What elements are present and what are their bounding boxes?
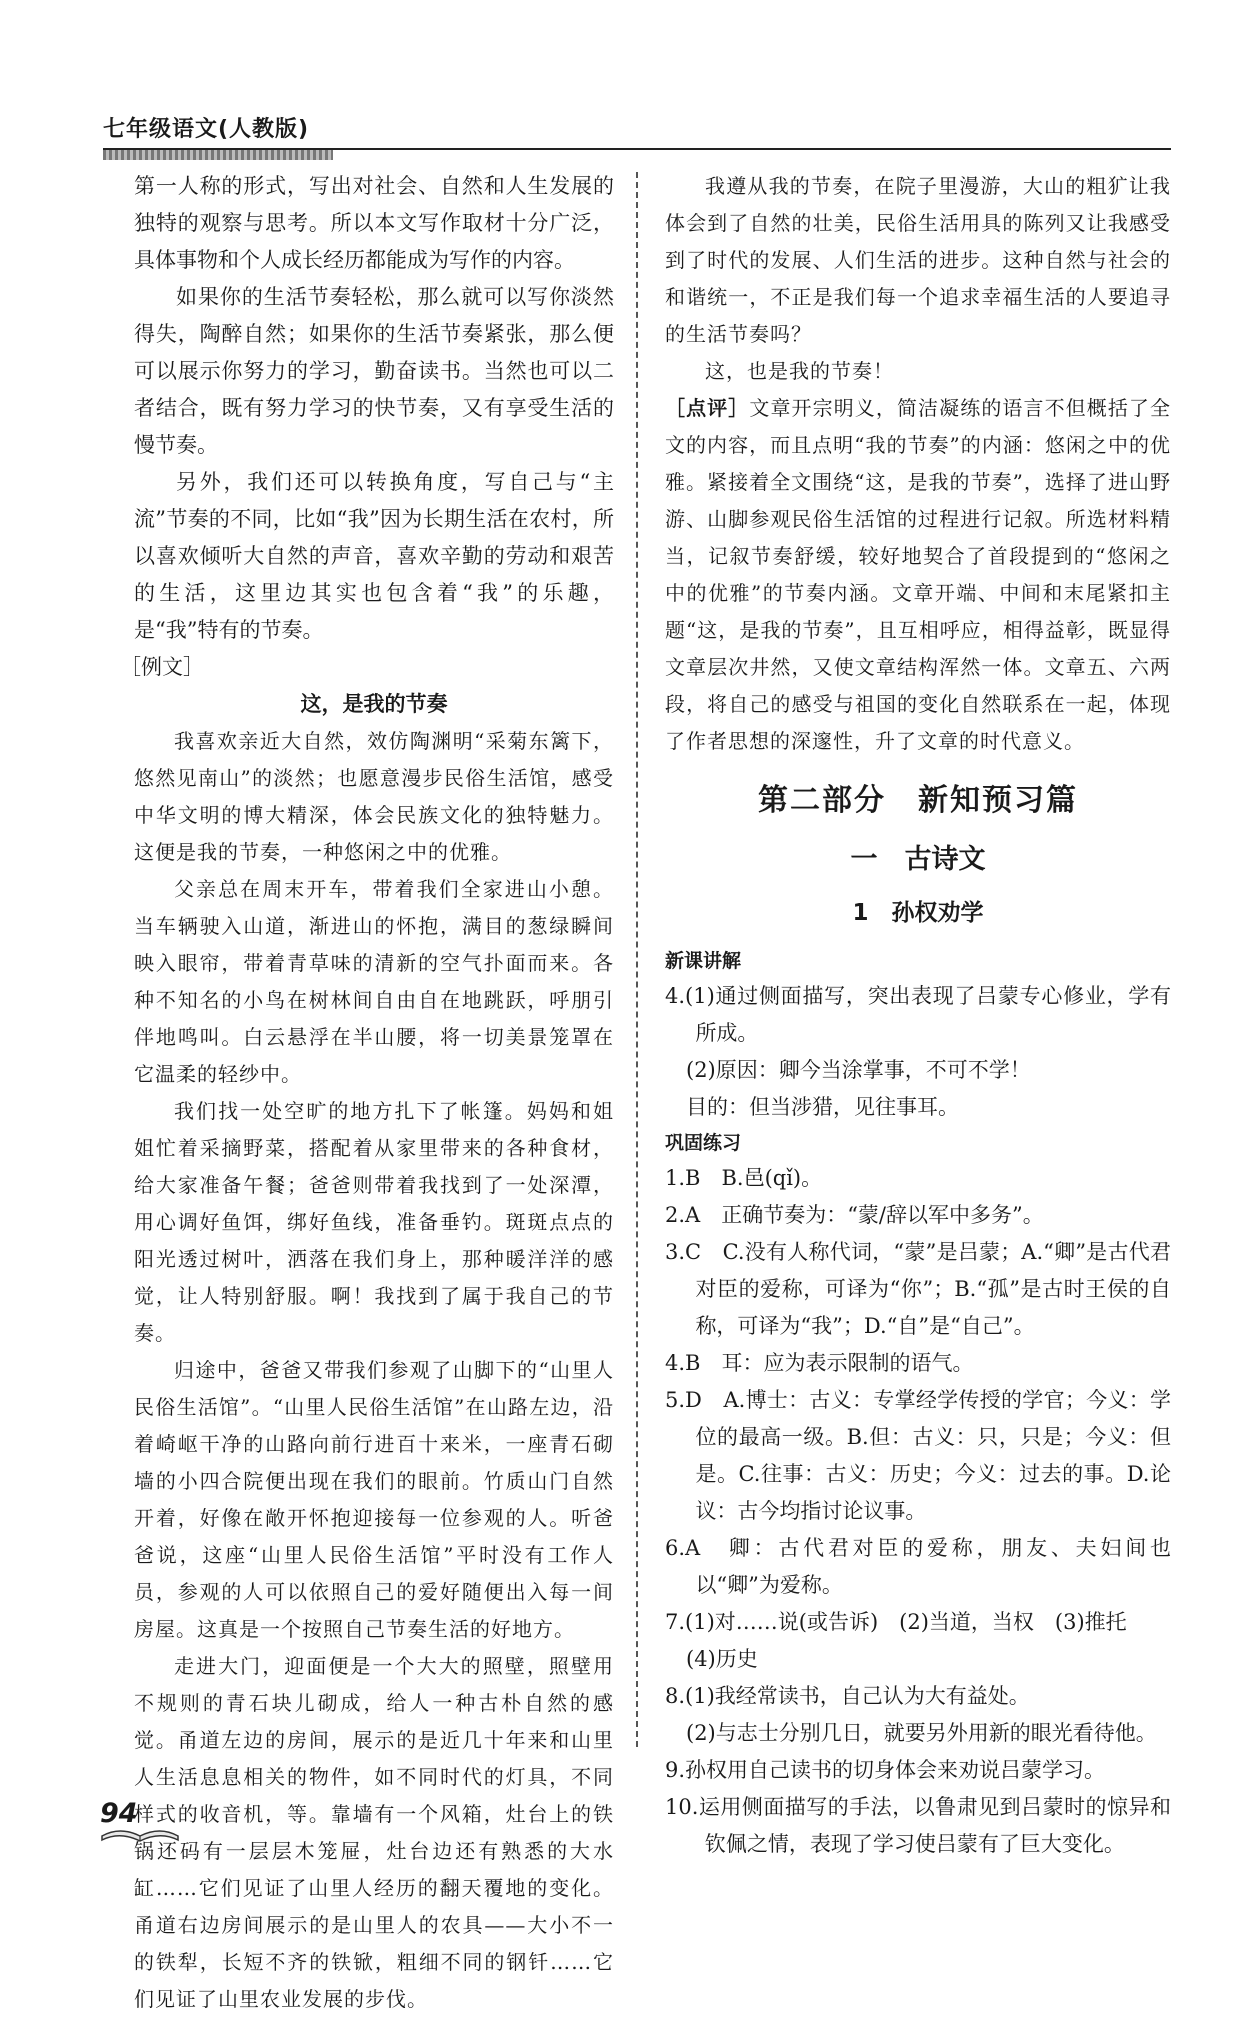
comment-block — [665, 390, 1171, 760]
answer-item: 8.(1)我经常读书，自己认为大有益处。 — [665, 1684, 1030, 1708]
intro-paragraph: 第一人称的形式，写出对社会、自然和人生发展的独特的观察与思考。所以本文写作取材十分广泛，具体事物和个人成长经历都能成为写作的内容。 — [134, 174, 614, 272]
answer-item: 4.B 耳：应为表示限制的语气。 — [665, 1351, 974, 1375]
open-book-icon — [100, 1822, 180, 1844]
answer-item: 5.D A.博士：古义：专掌经学传授的学官；今义：学位的最高一级。B.但：古义：只，只是；今义：但是。C.往事：古义：历史；今义：过去的事。D.论议：古今均指讨论议事。 — [665, 1388, 1171, 1523]
section-heading-new-lesson: 新课讲解 — [665, 950, 742, 972]
answer-item: 9.孙权用自己读书的切身体会来劝说吕蒙学习。 — [665, 1758, 1106, 1782]
answer-item: 目的：但当涉猎，见往事耳。 — [686, 1095, 959, 1119]
example-paragraph: 父亲总在周末开车，带着我们全家进山小憩。当车辆驶入山道，渐进山的怀抱，满目的葱绿瞬间映入眼帘，带着青草味的清新的空气扑面而来。各种不知名的小鸟在树林间自由自在地跳跃，呼朋引伴地鸣叫。白云悬浮在半山腰，将一切美景笼罩在它温柔的轻纱中。 — [134, 877, 614, 1086]
header-decorative-bar — [103, 150, 333, 160]
example-paragraph: 归途中，爸爸又带我们参观了山脚下的“山里人民俗生活馆”。“山里人民俗生活馆”在山路左边，沿着崎岖干净的山路向前行进百十来米，一座青石砌墙的小四合院便出现在我们的眼前。竹质山门自然开着，好像在敞开怀抱迎接每一位参观的人。听爸爸说，这座“山里人民俗生活馆”平时没有工作人员，参观的人可以依照自己的爱好随便出入每一间房屋。这真是一个按照自己节奏生活的好地方。 — [134, 1358, 614, 1641]
example-paragraph: 我喜欢亲近大自然，效仿陶渊明“采菊东篱下，悠然见南山”的淡然；也愿意漫步民俗生活馆，感受中华文明的博大精深，体会民族文化的独特魅力。这便是我的节奏，一种悠闲之中的优雅。 — [134, 729, 614, 864]
comment-label: ［点评］ — [665, 396, 750, 420]
intro-paragraph: 如果你的生活节奏轻松，那么就可以写你淡然得失，陶醉自然；如果你的生活节奏紧张，那么便可以展示你努力的学习，勤奋读书。当然也可以二者结合，既有努力学习的快节奏，又有享受生活的慢节奏。 — [134, 285, 614, 457]
column-divider — [636, 172, 638, 1747]
unit-title: 一 古诗文 — [850, 844, 986, 875]
lesson-title: 1 孙权劝学 — [852, 900, 984, 926]
answer-item: (2)原因：卿今当涂掌事，不可不学！ — [686, 1058, 1031, 1082]
comment-text: 文章开宗明义，简洁凝练的语言不但概括了全文的内容，而且点明“我的节奏”的内涵：悠闲之中的优雅。紧接着全文围绕“这，是我的节奏”，选择了进山野游、山脚参观民俗生活馆的过程进行记叙。所选材料精当，记叙节奏舒缓，较好地契合了首段提到的“悠闲之中的优雅”的节奏内涵。文章开端、中间和末尾紧扣主题“这，是我的节奏”，且互相呼应，相得益彰，既显得文章层次井然，又使文章结构浑然一体。文章五、六两段，将自己的感受与祖国的变化自然联系在一起，体现了作者思想的深邃性，升了文章的时代意义。 — [665, 396, 1172, 753]
answer-item: 10.运用侧面描写的手法，以鲁肃见到吕蒙时的惊异和钦佩之情，表现了学习使吕蒙有了巨大变化。 — [665, 1795, 1171, 1856]
intro-paragraph: 另外，我们还可以转换角度，写自己与“主流”节奏的不同，比如“我”因为长期生活在农村，所以喜欢倾听大自然的声音，喜欢辛勤的劳动和艰苦的生活，这里边其实也包含着“我”的乐趣，是“我”特有的节奏。 — [134, 470, 614, 642]
section-heading-practice: 巩固练习 — [665, 1132, 742, 1154]
part-title: 第二部分 新知预习篇 — [758, 783, 1078, 818]
answer-item: 3.C C.没有人称代词，“蒙”是吕蒙；A.“卿”是古代君对臣的爱称，可译为“你”；B.“孤”是古时王侯的自称，可译为“我”；D.“自”是“自己”。 — [665, 1240, 1171, 1338]
answer-item: 1.B B.邑(qǐ)。 — [665, 1166, 823, 1190]
answer-item: 6.A 卿：古代君对臣的爱称，朋友、夫妇间也以“卿”为爱称。 — [665, 1536, 1171, 1597]
example-title: 这，是我的节奏 — [300, 692, 448, 716]
answer-item: (4)历史 — [686, 1647, 758, 1671]
left-column — [120, 168, 614, 2018]
answer-item: (2)与志士分别几日，就要另外用新的眼光看待他。 — [686, 1721, 1157, 1745]
answer-item: 4.(1)通过侧面描写，突出表现了吕蒙专心修业，学有所成。 — [665, 984, 1171, 1045]
example-paragraph: 我们找一处空旷的地方扎下了帐篷。妈妈和姐姐忙着采摘野菜，搭配着从家里带来的各种食材，给大家准备午餐；爸爸则带着我找到了一处深潭，用心调好鱼饵，绑好鱼线，准备垂钓。斑斑点点的阳光透过树叶，洒落在我们身上，那种暖洋洋的感觉，让人特别舒服。啊！我找到了属于我自己的节奏。 — [134, 1099, 614, 1345]
example-paragraph: 走进大门，迎面便是一个大大的照壁，照壁用不规则的青石块儿砌成，给人一种古朴自然的感觉。甬道左边的房间，展示的是近几十年来和山里人生活息息相关的物件，如不同时代的灯具，不同样式的收音机，等。靠墙有一个风箱，灶台上的铁锅还码有一层层木笼屉，灶台边还有熟悉的大水缸……它们见证了山里人经历的翻天覆地的变化。甬道右边房间展示的是山里人的农具——大小不一的铁犁，长短不齐的铁锨，粗细不同的钢钎……它们见证了山里农业发展的步伐。 — [134, 1654, 614, 2011]
running-header-title: 七年级语文(人教版) — [103, 117, 310, 142]
example-paragraph: 我遵从我的节奏，在院子里漫游，大山的粗犷让我体会到了自然的壮美，民俗生活用具的陈列又让我感受到了时代的发展、人们生活的进步。这种自然与社会的和谐统一，不正是我们每一个追求幸福生活的人要追寻的生活节奏吗？ — [665, 174, 1171, 346]
answer-item: 7.(1)对……说(或告诉) (2)当道，当权 (3)推托 — [665, 1610, 1127, 1634]
example-label: ［例文］ — [120, 655, 204, 679]
answer-item: 2.A 正确节奏为：“蒙/辞以军中多务”。 — [665, 1203, 1044, 1227]
example-closing-line: 这，也是我的节奏！ — [705, 359, 894, 383]
right-column — [665, 168, 1171, 1863]
page-number: 94 — [100, 1798, 138, 1829]
